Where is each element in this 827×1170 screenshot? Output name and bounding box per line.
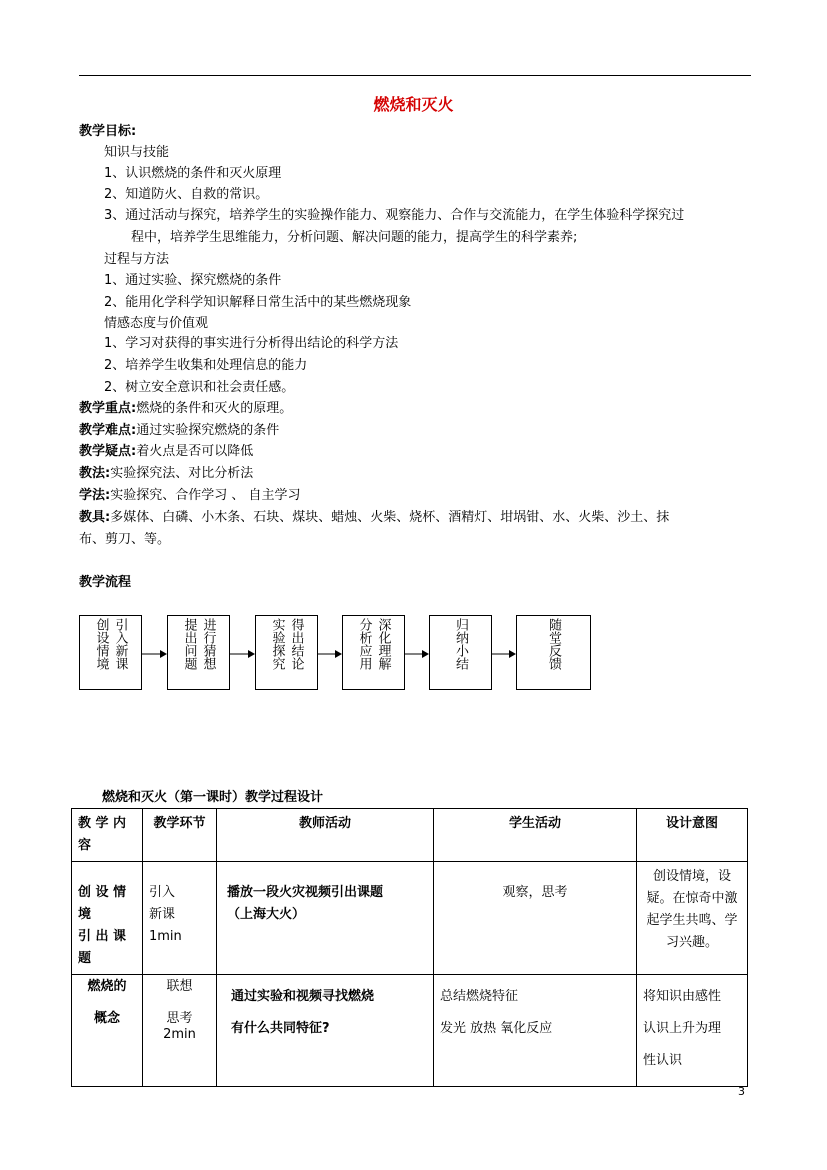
tools bbox=[79, 510, 669, 526]
doubt-text: 着火点是否可以降低 bbox=[136, 444, 254, 459]
flow-box-col: 分析应用 bbox=[356, 618, 372, 670]
key-points-label: 教学重点: bbox=[79, 401, 137, 416]
flow-box-col: 引入新课 bbox=[112, 618, 128, 670]
process-item: 1、通过实验、探究燃烧的条件 bbox=[104, 273, 282, 288]
knowledge-heading: 知识与技能 bbox=[104, 145, 170, 160]
table-cell: 创设情境，设疑。在惊奇中激起学生共鸣、学习兴趣。 bbox=[637, 862, 748, 975]
flow-box-col: 得出结论 bbox=[288, 618, 304, 670]
attitude-item: 1、学习对获得的事实进行分析得出结论的科学方法 bbox=[104, 336, 399, 351]
table-cell: 创 设 情 境 引 出 课 题 bbox=[72, 862, 143, 975]
table-row bbox=[72, 975, 748, 1087]
table-row bbox=[72, 862, 748, 975]
tools-text: 多媒体、白磷、小木条、石块、煤块、蜡烛、火柴、烧杯、酒精灯、坩埚钳、水、火柴、沙土、抹 bbox=[110, 510, 670, 525]
difficulty-label: 教学难点: bbox=[79, 423, 137, 438]
method-label: 教法: bbox=[79, 466, 111, 481]
table-cell: 观察，思考 bbox=[434, 862, 637, 975]
knowledge-item: 2、知道防火、自救的常识。 bbox=[104, 187, 269, 202]
lesson-design-table bbox=[71, 808, 748, 1087]
flow-box-analysis bbox=[342, 615, 405, 690]
table-cell: 联想 思考 2min bbox=[143, 975, 217, 1087]
flow-box-experiment bbox=[255, 615, 318, 690]
tools-label: 教具: bbox=[79, 510, 111, 525]
flow-heading: 教学流程 bbox=[79, 575, 132, 590]
flow-box-intro bbox=[79, 615, 142, 690]
tools-continued: 布、剪刀、等。 bbox=[79, 532, 171, 547]
table-header: 教师活动 bbox=[217, 809, 434, 862]
table-header: 教学环节 bbox=[143, 809, 217, 862]
doubt bbox=[79, 444, 253, 460]
method-text: 实验探究法、对比分析法 bbox=[110, 466, 254, 481]
difficulty-text: 通过实验探究燃烧的条件 bbox=[136, 423, 280, 438]
flow-box-col: 提出问题 bbox=[181, 618, 197, 670]
knowledge-item: 3、通过活动与探究，培养学生的实验操作能力、观察能力、合作与交流能力，在学生体验科学探究过 bbox=[104, 208, 685, 223]
process-item: 2、能用化学科学知识解释日常生活中的某些燃烧现象 bbox=[104, 295, 412, 310]
attitude-heading: 情感态度与价值观 bbox=[104, 316, 209, 331]
table-cell: 引入 新课 1min bbox=[143, 862, 217, 975]
arrow-right-icon bbox=[142, 648, 167, 660]
learning bbox=[79, 488, 300, 504]
objectives-heading: 教学目标: bbox=[79, 124, 137, 139]
learning-text: 实验探究、合作学习 、 自主学习 bbox=[110, 488, 301, 503]
table-cell: 将知识由感性 认识上升为理 性认识 bbox=[637, 975, 748, 1087]
knowledge-item: 程中，培养学生思维能力，分析问题、解决问题的能力，提高学生的科学素养; bbox=[131, 230, 578, 245]
flow-box-col: 随堂反馈 bbox=[546, 618, 561, 670]
header-rule bbox=[79, 75, 751, 76]
method bbox=[79, 466, 253, 482]
doubt-label: 教学疑点: bbox=[79, 444, 137, 459]
arrow-right-icon bbox=[405, 648, 429, 660]
key-points bbox=[79, 401, 292, 417]
table-header: 学生活动 bbox=[434, 809, 637, 862]
difficulty bbox=[79, 423, 279, 439]
attitude-item: 2、培养学生收集和处理信息的能力 bbox=[104, 358, 308, 373]
flow-box-col: 实验探究 bbox=[269, 618, 285, 670]
flow-box-col: 归纳小结 bbox=[453, 618, 468, 670]
attitude-item: 2、树立安全意识和社会责任感。 bbox=[104, 380, 295, 395]
key-points-text: 燃烧的条件和灭火的原理。 bbox=[136, 401, 293, 416]
table-cell: 通过实验和视频寻找燃烧 有什么共同特征? bbox=[217, 975, 434, 1087]
flow-box-col: 深化理解 bbox=[375, 618, 391, 670]
process-heading: 过程与方法 bbox=[104, 252, 170, 267]
flow-box-col: 创设情境 bbox=[93, 618, 109, 670]
learning-label: 学法: bbox=[79, 488, 111, 503]
table-header: 教 学 内 容 bbox=[72, 809, 143, 862]
table-cell: 总结燃烧特征 发光 放热 氧化反应 bbox=[434, 975, 637, 1087]
knowledge-item: 1、认识燃烧的条件和灭火原理 bbox=[104, 166, 282, 181]
page-number: 3 bbox=[738, 1085, 745, 1098]
flow-box-feedback bbox=[516, 615, 591, 690]
table-caption: 燃烧和灭火（第一课时）教学过程设计 bbox=[102, 790, 324, 805]
table-cell: 播放一段火灾视频引出课题 （上海大火） bbox=[217, 862, 434, 975]
flow-box-question bbox=[167, 615, 230, 690]
table-header: 设计意图 bbox=[637, 809, 748, 862]
page-title: 燃烧和灭火 bbox=[373, 95, 454, 114]
table-header-row bbox=[72, 809, 748, 862]
table-cell: 燃烧的 概念 bbox=[72, 975, 143, 1087]
arrow-right-icon bbox=[230, 648, 255, 660]
flow-box-col: 进行猜想 bbox=[200, 618, 216, 670]
arrow-right-icon bbox=[318, 648, 342, 660]
flow-box-summary bbox=[429, 615, 492, 690]
arrow-right-icon bbox=[492, 648, 516, 660]
